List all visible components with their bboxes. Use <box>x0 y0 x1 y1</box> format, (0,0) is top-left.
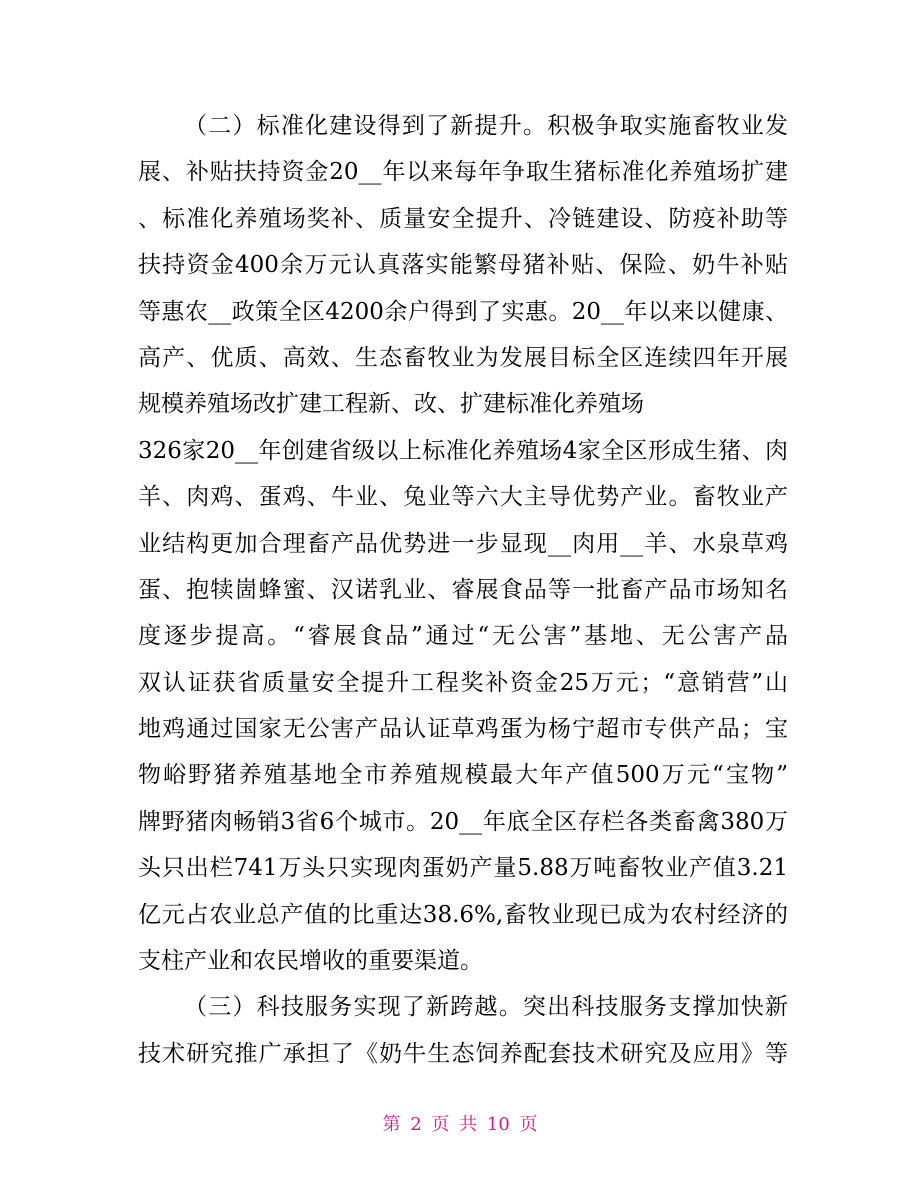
page-footer <box>0 1110 920 1136</box>
paragraph-2-line: 支柱产业和农民增收的重要渠道。 <box>138 948 483 975</box>
paragraph-3-line: 技术研究推广承担了《奶牛生态饲养配套技术研究及应用》等 <box>138 1040 788 1067</box>
footer-total-pages: 10 <box>486 1114 510 1135</box>
paragraph-2-line: 双认证获省质量安全提升工程奖补资金25万元；“意销营”山 <box>138 669 788 696</box>
paragraph-2-line: 业结构更加合理畜产品优势进一步显现__肉用__羊、水泉草鸡 <box>138 530 788 557</box>
paragraph-2-line: 展、补贴扶持资金20__年以来每年争取生猪标准化养殖场扩建 <box>138 159 788 186</box>
paragraph-2-line: 头只出栏741万头只实现肉蛋奶产量5.88万吨畜牧业产值3.21 <box>138 855 788 882</box>
paragraph-2-line: 亿元占农业总产值的比重达38.6%,畜牧业现已成为农村经济的 <box>138 901 788 928</box>
paragraph-3-line: （三）科技服务实现了新跨越。突出科技服务支撑加快新 <box>184 994 788 1021</box>
paragraph-2-line: 牌野猪肉畅销3省6个城市。20__年底全区存栏各类畜禽380万 <box>138 808 788 835</box>
footer-page-unit: 页 <box>431 1114 450 1135</box>
paragraph-2-line: 等惠农__政策全区4200余户得到了实惠。20__年以来以健康、 <box>138 298 788 325</box>
paragraph-2-line: 326家20__年创建省级以上标准化养殖场4家全区形成生猪、肉 <box>138 437 788 464</box>
paragraph-2-line: 物峪野猪养殖基地全市养殖规模最大年产值500万元“宝物” <box>138 762 788 789</box>
paragraph-2-line: 度逐步提高。“睿展食品”通过“无公害”基地、无公害产品 <box>138 623 788 650</box>
paragraph-2-line: 高产、优质、高效、生态畜牧业为发展目标全区连续四年开展 <box>138 344 788 371</box>
footer-current-page: 2 <box>410 1114 422 1135</box>
paragraph-2-line: 扶持资金400余万元认真落实能繁母猪补贴、保险、奶牛补贴 <box>138 252 788 279</box>
paragraph-2-line: （二）标准化建设得到了新提升。积极争取实施畜牧业发 <box>184 113 788 139</box>
footer-page-prefix: 第 <box>382 1114 401 1135</box>
footer-total-unit: 页 <box>519 1114 538 1135</box>
paragraph-2-line: 地鸡通过国家无公害产品认证草鸡蛋为杨宁超市专供产品；宝 <box>138 716 788 743</box>
footer-total-prefix: 共 <box>459 1114 478 1135</box>
paragraph-2-line: 规模养殖场改扩建工程新、改、扩建标准化养殖场 <box>138 391 644 418</box>
paragraph-2-line: 羊、肉鸡、蛋鸡、牛业、兔业等六大主导优势产业。畜牧业产 <box>138 484 788 511</box>
paragraph-2-line: 蛋、抱犊崮蜂蜜、汉诺乳业、睿展食品等一批畜产品市场知名 <box>138 576 788 603</box>
body-text <box>138 103 788 1077</box>
paragraph-2-line: 、标准化养殖场奖补、质量安全提升、冷链建设、防疫补助等 <box>138 205 788 232</box>
